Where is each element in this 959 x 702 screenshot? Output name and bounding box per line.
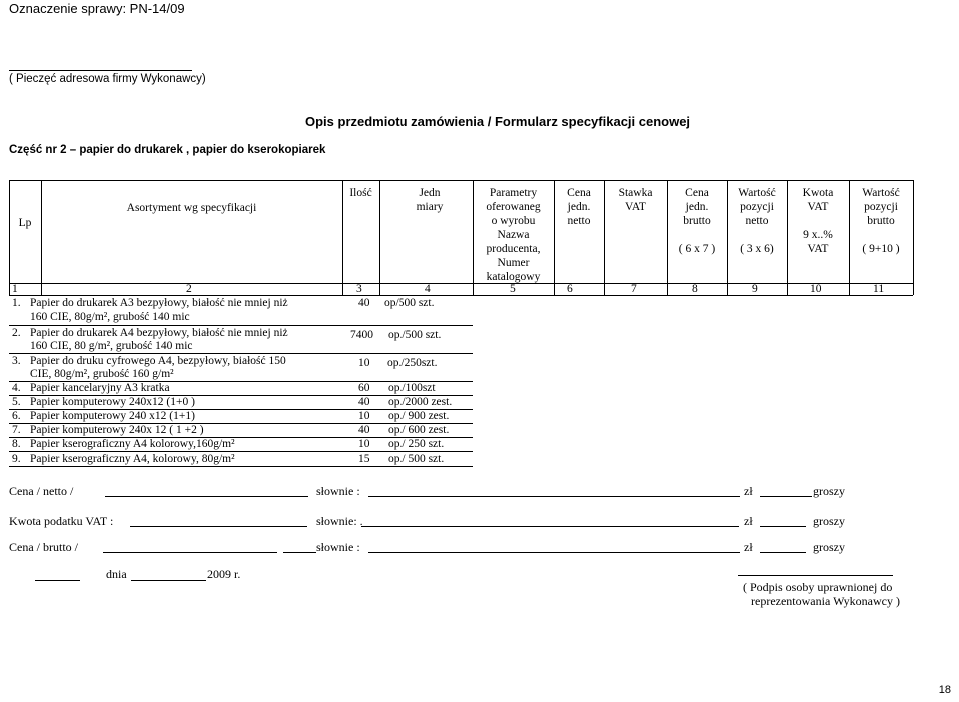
header-jedn-miary: Jedn miary — [416, 187, 444, 213]
header-lp: Lp — [18, 217, 32, 229]
column-number: 10 — [810, 283, 822, 295]
signature-label: ( Podpis osoby uprawnionej do reprezentowania Wykonawcy ) — [743, 580, 900, 608]
header-kwota-vat: Kwota VAT 9 x..% VAT — [802, 187, 834, 255]
column-number: 2 — [186, 283, 192, 295]
header-cena-brutto: Cena jedn. brutto ( 6 x 7 ) — [678, 187, 716, 255]
header-parametry: Parametry oferowaneg o wyrobu Nazwa producenta, Numer katalogowy — [486, 187, 541, 283]
signature-line — [738, 575, 893, 576]
column-number: 1 — [12, 283, 18, 295]
column-number: 11 — [873, 283, 885, 295]
header-wartosc-brutto: Wartość pozycji brutto ( 9+10 ) — [862, 187, 900, 255]
header-ilosc: Ilość — [349, 187, 372, 199]
document-title: Opis przedmiotu zamówienia / Formularz specyfikacji cenowej — [305, 114, 691, 129]
case-reference: Oznaczenie sprawy: PN-14/09 — [9, 1, 185, 16]
column-number: 6 — [567, 283, 573, 295]
column-number: 8 — [692, 283, 698, 295]
header-wartosc-netto: Wartość pozycji netto ( 3 x 6) — [738, 187, 776, 255]
column-number: 3 — [356, 283, 362, 295]
stamp-line — [9, 70, 192, 71]
column-number: 9 — [752, 283, 758, 295]
column-number: 7 — [631, 283, 637, 295]
column-number: 5 — [510, 283, 516, 295]
header-asortyment: Asortyment wg specyfikacji — [126, 202, 257, 214]
header-stawka-vat: Stawka VAT — [618, 187, 653, 213]
page-number: 18 — [938, 684, 951, 696]
header-cena-netto: Cena jedn. netto — [567, 187, 591, 227]
column-number: 4 — [425, 283, 431, 295]
stamp-label: ( Pieczęć adresowa firmy Wykonawcy) — [9, 73, 206, 85]
part-title: Część nr 2 – papier do drukarek , papier do kserokopiarek — [9, 144, 326, 156]
